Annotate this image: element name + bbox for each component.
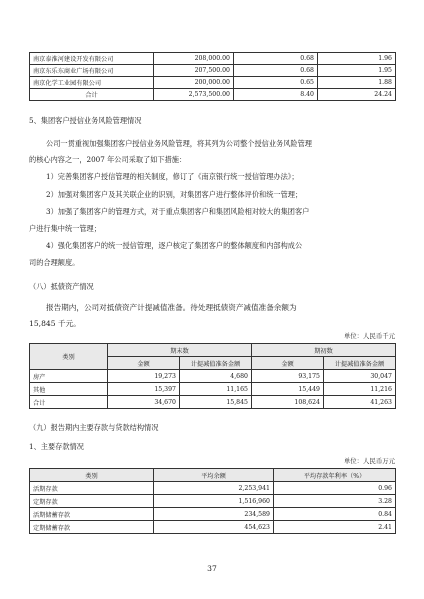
list-item-continuation: 户进行集中统一管理；: [29, 224, 101, 233]
cell-value: 0.96: [274, 482, 396, 495]
cell-category: 定期储蓄存款: [30, 521, 154, 534]
header-period-start: 期初数: [252, 344, 396, 357]
header-amount: 金额: [108, 357, 180, 370]
section-heading: （八）抵债资产情况: [29, 282, 94, 291]
cell-ratio: 8.40: [234, 89, 318, 101]
unit-label: 单位：人民币万元: [343, 457, 395, 465]
cell-balance: 200,000.00: [154, 77, 234, 89]
list-item: 2）加强对集团客户及其关联企业的识别，对集团客户进行整体评价和统一管理；: [46, 190, 303, 199]
cell-ratio: 1.96: [318, 53, 396, 65]
cell-ratio: 1.88: [318, 77, 396, 89]
cell-value: 3.28: [274, 495, 396, 508]
table-header-row: [30, 469, 396, 482]
cell-value: 454,623: [154, 521, 274, 534]
header-impairment: 计提减值准备金额: [324, 357, 396, 370]
header-amount: 金额: [252, 357, 324, 370]
cell-name: 南京泰淮河建设开发有限公司: [30, 53, 154, 65]
sub-heading: 1、主要存款情况: [29, 442, 84, 451]
cell-ratio: 1.95: [318, 65, 396, 77]
table-row: [30, 77, 396, 89]
cell-name: 南京化学工业园有限公司: [30, 77, 154, 89]
unit-label: 单位：人民币千元: [343, 332, 395, 340]
section-heading: （九）报告期内主要存款与贷款结构情况: [29, 423, 159, 432]
cell-name: 合计: [30, 89, 154, 101]
page-number: 37: [207, 564, 217, 573]
cell-value: 15,397: [108, 383, 180, 396]
cell-category: 定期存款: [30, 495, 154, 508]
header-impairment: 计提减值准备金额: [180, 357, 252, 370]
cell-value: 1,516,960: [154, 495, 274, 508]
paragraph-line: 报告期内，公司对抵债资产计提减值准备。待处理抵债资产减值准备余额为: [46, 303, 297, 312]
cell-value: 15,845: [180, 396, 252, 409]
table-row: [30, 508, 396, 521]
paragraph-line: 15,845 千元。: [29, 319, 81, 328]
cell-value: 234,589: [154, 508, 274, 521]
cell-category: 活期存款: [30, 482, 154, 495]
loan-concentration-table: [29, 52, 396, 101]
cell-category: 房产: [30, 370, 108, 383]
table-row: [30, 396, 396, 409]
cell-value: 2,253,941: [154, 482, 274, 495]
cell-value: 15,449: [252, 383, 324, 396]
table-row: [30, 89, 396, 101]
list-item: 4）强化集团客户的统一授信管理，逐户核定了集团客户的整体额度和内部构成公: [46, 241, 303, 250]
list-item: 1）完善集团客户授信管理的相关制度，修订了《南京银行统一授信管理办法》；: [46, 172, 299, 181]
header-category: 类别: [30, 344, 108, 370]
cell-value: 11,216: [324, 383, 396, 396]
section-heading: 5、集团客户授信业务风险管理情况: [29, 116, 142, 125]
table-row: [30, 482, 396, 495]
cell-balance: 207,500.00: [154, 65, 234, 77]
paragraph-line: 公司一贯重视加强集团客户授信业务风险管理，将其列为公司整个授信业务风险管理: [46, 139, 312, 148]
cell-category: 其他: [30, 383, 108, 396]
cell-category: 合计: [30, 396, 108, 409]
deposits-table: [29, 468, 396, 534]
table-row: [30, 370, 396, 383]
paragraph-line: 的核心内容之一，2007 年公司采取了如下措施：: [29, 155, 187, 164]
cell-ratio: 0.68: [234, 53, 318, 65]
list-item-continuation: 司的合理额度。: [29, 258, 80, 267]
cell-ratio: 0.68: [234, 65, 318, 77]
list-item: 3）加强了集团客户的管理方式，对于重点集团客户和集团风险相对较大的集团客户: [46, 207, 310, 216]
header-category: 类别: [30, 469, 154, 482]
header-avg-balance: 平均余额: [154, 469, 274, 482]
table-row: [30, 65, 396, 77]
cell-value: 30,047: [324, 370, 396, 383]
cell-value: 19,273: [108, 370, 180, 383]
table-header-row: [30, 344, 396, 357]
cell-value: 2.41: [274, 521, 396, 534]
cell-balance: 208,000.00: [154, 53, 234, 65]
cell-balance: 2,573,500.00: [154, 89, 234, 101]
cell-value: 41,263: [324, 396, 396, 409]
cell-category: 活期储蓄存款: [30, 508, 154, 521]
cell-ratio: 24.24: [318, 89, 396, 101]
cell-value: 0.84: [274, 508, 396, 521]
cell-name: 南京东乐东商业广场有限公司: [30, 65, 154, 77]
table-row: [30, 521, 396, 534]
cell-value: 4,680: [180, 370, 252, 383]
table-row: [30, 53, 396, 65]
cell-value: 108,624: [252, 396, 324, 409]
table-row: [30, 383, 396, 396]
header-avg-rate: 平均存款年利率（%）: [274, 469, 396, 482]
cell-value: 93,175: [252, 370, 324, 383]
foreclosed-assets-table: [29, 343, 396, 409]
cell-ratio: 0.65: [234, 77, 318, 89]
table-row: [30, 495, 396, 508]
cell-value: 11,165: [180, 383, 252, 396]
cell-value: 34,670: [108, 396, 180, 409]
header-period-end: 期末数: [108, 344, 252, 357]
